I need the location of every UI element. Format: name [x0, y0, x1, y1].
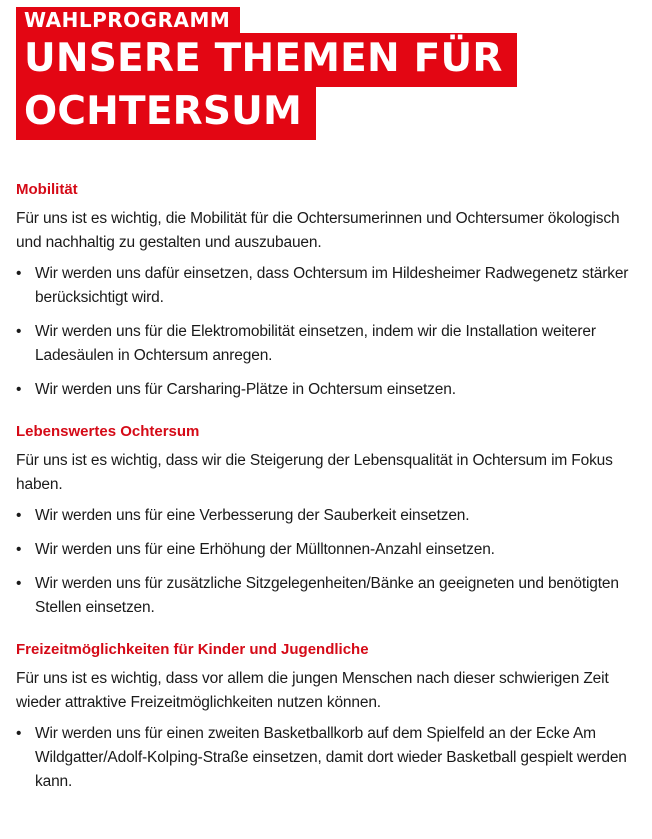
bullet-icon: •: [16, 507, 22, 524]
section-intro: Für uns ist es wichtig, die Mobilität für die Ochtersumerinnen und Ochtersumer ökologisch und nachhaltig zu gestalten und auszubauen.: [16, 210, 620, 251]
page-title: [16, 33, 517, 140]
section-intro: Für uns ist es wichtig, dass wir die Steigerung der Lebensqualität in Ochtersum im Fokus haben.: [16, 452, 613, 493]
bullet-list: [16, 504, 642, 620]
section-freizeitmoeglichkeiten: [16, 640, 642, 794]
list-item: [16, 378, 642, 402]
page-title-line-2: OCHTERSUM: [16, 86, 316, 140]
list-item: [16, 572, 642, 620]
section-heading: Freizeitmöglichkeiten für Kinder und Jugendliche: [16, 641, 369, 658]
program-content: [16, 180, 642, 804]
section-lebenswertes-ochtersum: [16, 422, 642, 620]
section-intro: Für uns ist es wichtig, dass vor allem die jungen Menschen nach dieser schwierigen Zeit wieder attraktive Freizeitmöglichkeiten nutzen können.: [16, 670, 609, 711]
list-item-text: Wir werden uns dafür einsetzen, dass Ochtersum im Hildesheimer Radwegenetz stärker berücksichtigt wird.: [35, 265, 629, 306]
list-item-text: Wir werden uns für eine Erhöhung der Mülltonnen-Anzahl einsetzen.: [35, 541, 495, 558]
bullet-icon: •: [16, 575, 22, 592]
section-heading: Lebenswertes Ochtersum: [16, 423, 200, 440]
list-item-text: Wir werden uns für die Elektromobilität einsetzen, indem wir die Installation weiterer Ladesäulen in Ochtersum anregen.: [35, 323, 596, 364]
section-mobilitaet: [16, 180, 642, 402]
bullet-icon: •: [16, 265, 22, 282]
list-item: [16, 722, 642, 794]
bullet-icon: •: [16, 323, 22, 340]
bullet-list: [16, 262, 642, 402]
page-title-line-1: UNSERE THEMEN FÜR: [16, 33, 517, 87]
list-item-text: Wir werden uns für Carsharing-Plätze in Ochtersum einsetzen.: [35, 381, 456, 398]
list-item: [16, 262, 642, 310]
kicker-label: WAHLPROGRAMM: [16, 7, 240, 34]
list-item-text: Wir werden uns für zusätzliche Sitzgelegenheiten/Bänke an geeigneten und benötigten Stellen einsetzen.: [35, 575, 619, 616]
bullet-list: [16, 722, 642, 794]
section-heading: Mobilität: [16, 181, 78, 198]
list-item: [16, 504, 642, 528]
list-item: [16, 538, 642, 562]
bullet-icon: •: [16, 725, 22, 742]
list-item: [16, 320, 642, 368]
bullet-icon: •: [16, 381, 22, 398]
list-item-text: Wir werden uns für eine Verbesserung der Sauberkeit einsetzen.: [35, 507, 470, 524]
bullet-icon: •: [16, 541, 22, 558]
list-item-text: Wir werden uns für einen zweiten Basketballkorb auf dem Spielfeld an der Ecke Am Wildgatter/Adolf-Kolping-Straße einsetzen, damit dort wieder Basketball gespielt werden kann.: [35, 725, 627, 790]
